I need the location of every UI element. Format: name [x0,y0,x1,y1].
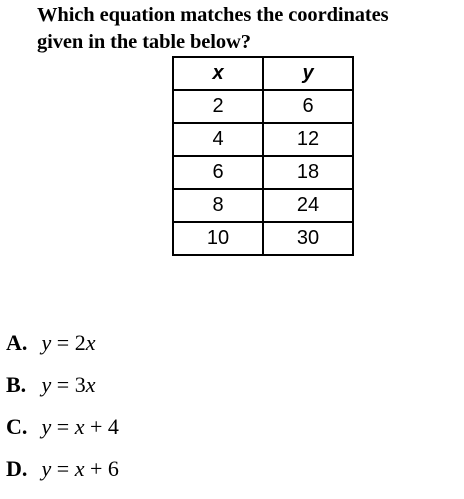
cell-x: 8 [173,189,263,222]
choice-letter: C. [6,414,28,439]
table-header-row [173,57,353,90]
table-row [173,90,353,123]
choice-d[interactable] [6,452,119,494]
cell-y: 6 [263,90,353,123]
header-x: x [173,57,263,90]
question-line-2: given in the table below? [37,31,251,53]
choice-c[interactable] [6,410,119,452]
cell-x: 6 [173,156,263,189]
choice-letter: D. [6,456,28,481]
cell-y: 30 [263,222,353,255]
header-y: y [263,57,353,90]
choice-equation: y = 3x [41,372,96,397]
choice-letter: A. [6,330,28,355]
question-text [37,2,462,56]
cell-y: 18 [263,156,353,189]
choice-equation: y = x + 6 [41,456,119,481]
question-line-1: Which equation matches the coordinates [37,4,389,26]
choice-equation: y = x + 4 [41,414,119,439]
answer-choices [6,326,119,494]
table-row [173,189,353,222]
table-row [173,123,353,156]
table-row [173,156,353,189]
choice-equation: y = 2x [41,330,96,355]
cell-x: 10 [173,222,263,255]
choice-b[interactable] [6,368,119,410]
cell-x: 2 [173,90,263,123]
table-row [173,222,353,255]
cell-y: 12 [263,123,353,156]
choice-letter: B. [6,372,27,397]
cell-x: 4 [173,123,263,156]
coordinates-table [172,56,354,256]
choice-a[interactable] [6,326,119,368]
cell-y: 24 [263,189,353,222]
